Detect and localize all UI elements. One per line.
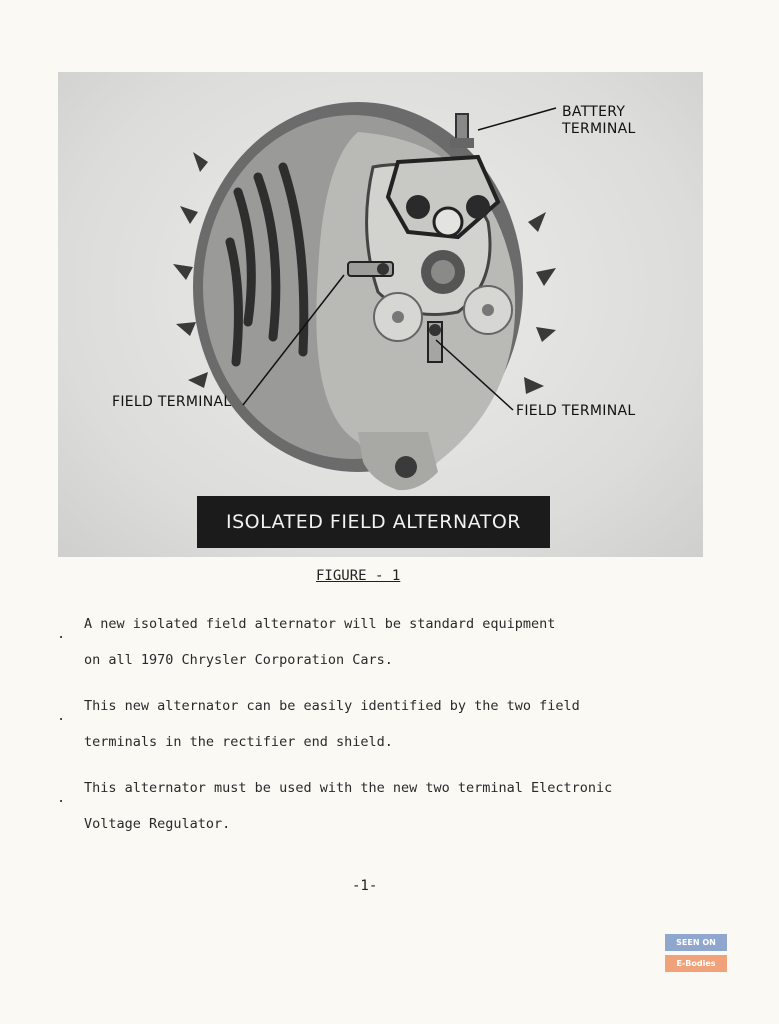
bullet-text-line: terminals in the rectifier end shield. [84,734,393,750]
bullet-text-line: Voltage Regulator. [84,816,231,832]
bullet-text-line: This new alternator can be easily identified by the two field [84,698,580,714]
figure-label: FIGURE - 1 [316,568,401,584]
figure-caption-banner: ISOLATED FIELD ALTERNATOR [197,496,550,548]
bullet-text-line: A new isolated field alternator will be standard equipment [84,616,556,632]
watermark-top: SEEN ON [665,934,727,951]
bullet-text-line: This alternator must be used with the new two terminal Electronic [84,780,613,796]
page-number: -1- [352,878,378,894]
alternator-illustration [58,72,703,557]
alternator-photo [58,72,703,557]
watermark-bottom: E-Bodies [665,955,727,972]
site-watermark-logo [665,934,727,972]
callout-line: BATTERY [562,104,626,120]
bullet-marker: . [57,708,66,724]
field-terminal-left-callout: FIELD TERMINAL [112,394,232,410]
bullet-text-line: on all 1970 Chrysler Corporation Cars. [84,652,393,668]
callout-line: TERMINAL [562,121,636,137]
bullet-marker: . [57,790,66,806]
battery-terminal-callout [562,104,636,138]
bullet-marker: . [57,626,66,642]
field-terminal-right-callout: FIELD TERMINAL [516,403,636,419]
